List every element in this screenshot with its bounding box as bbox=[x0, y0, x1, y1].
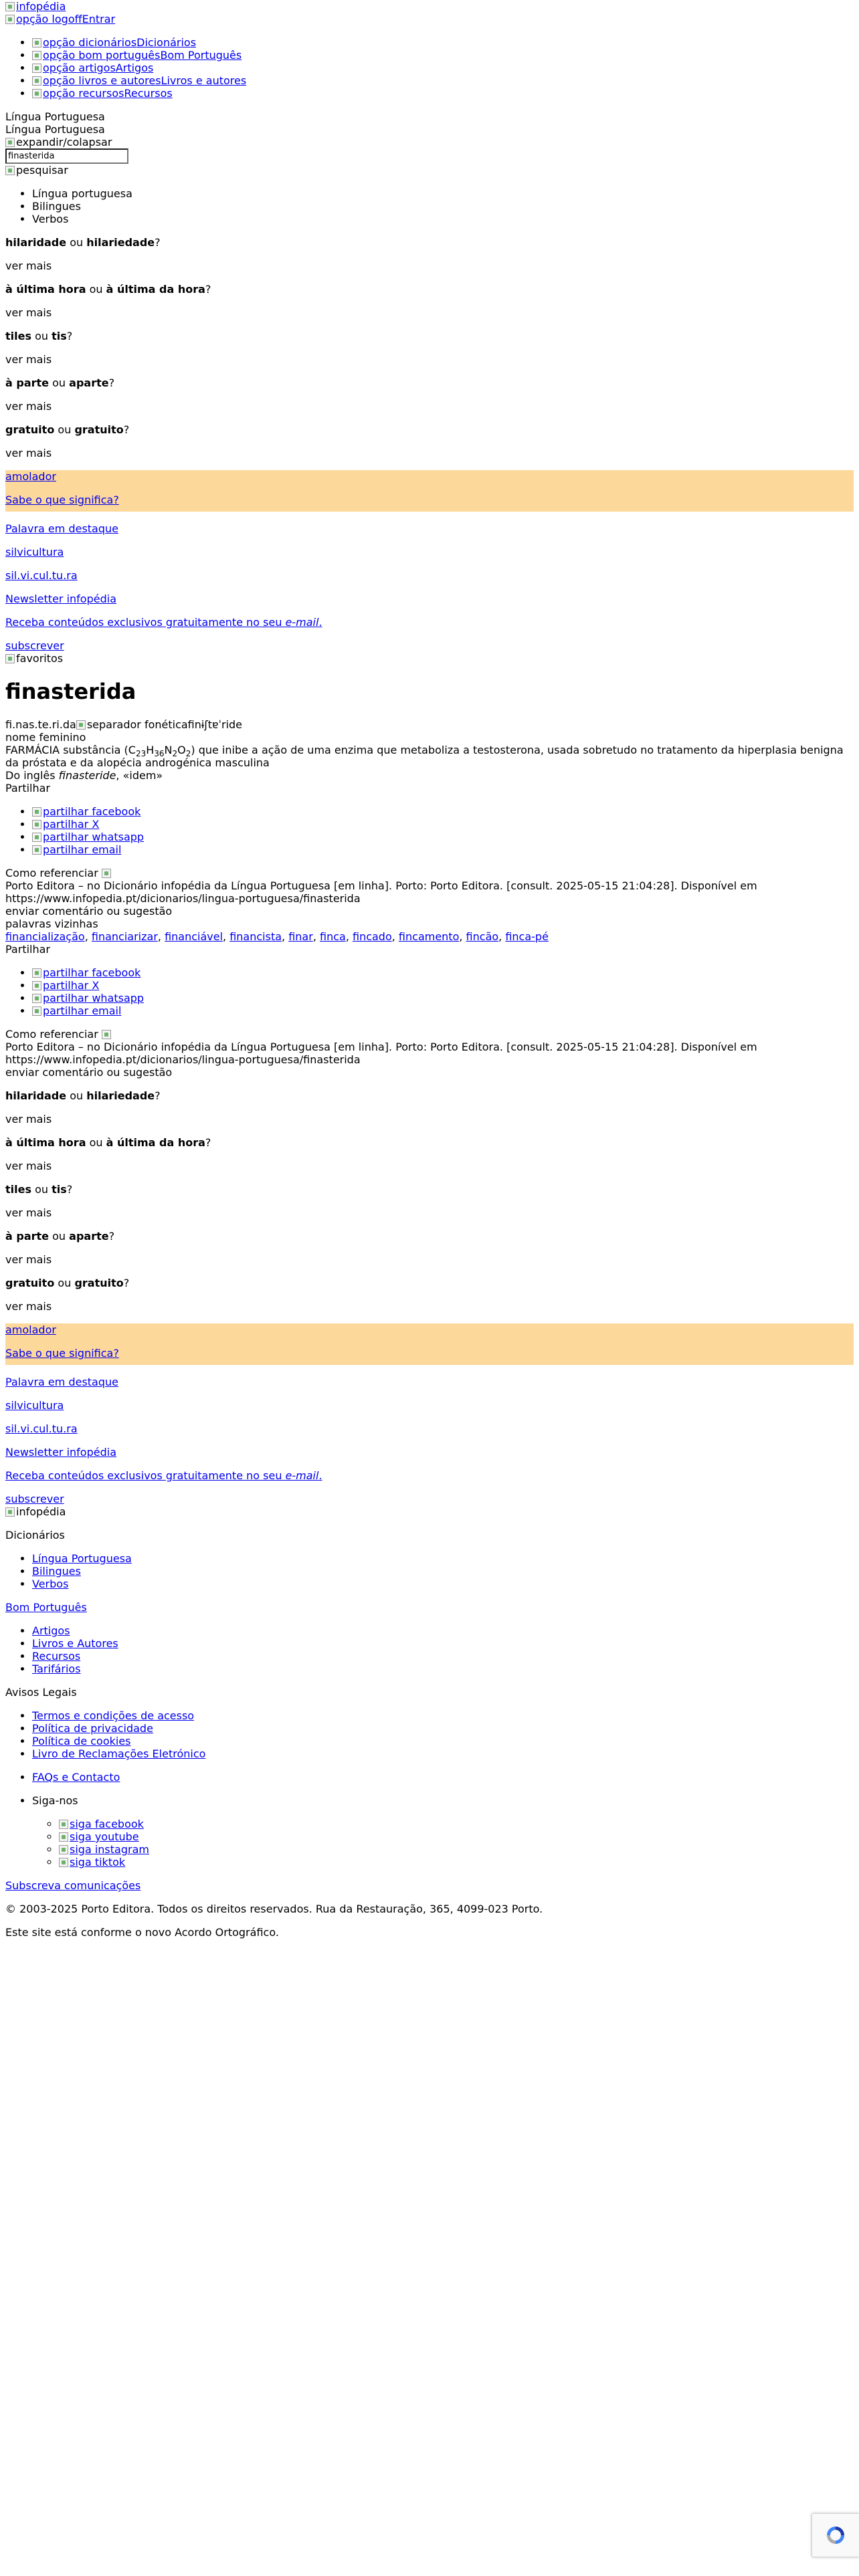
quiz-option-b: aparte bbox=[69, 377, 109, 389]
nav-item-artigos bbox=[32, 62, 854, 74]
neighbor-word[interactable]: finar bbox=[288, 930, 313, 943]
quiz-option-b: hilariedade bbox=[86, 1089, 155, 1102]
tiktok-icon bbox=[59, 1858, 68, 1867]
footer-item bbox=[32, 1552, 854, 1565]
grammar-category: nome feminino bbox=[5, 731, 86, 744]
syllables: fi.nas.te.ri.da bbox=[5, 718, 76, 731]
neighbor-word[interactable]: fincado bbox=[352, 930, 392, 943]
broken-image-icon bbox=[5, 2, 15, 11]
def-text: H bbox=[146, 744, 155, 756]
instagram-icon bbox=[59, 1845, 68, 1854]
nav-icon-alt: opção bom português bbox=[43, 49, 161, 62]
footer-logo-alt: infopédia bbox=[16, 1505, 66, 1518]
newsletter-label-link[interactable]: Newsletter infopédia bbox=[5, 1446, 116, 1459]
subscribe-button[interactable]: subscrever bbox=[5, 639, 64, 652]
quiz-option-a: à última hora bbox=[5, 283, 86, 296]
footer-follow bbox=[5, 1794, 854, 1868]
neighbor-word[interactable]: finca bbox=[319, 930, 346, 943]
footer-item bbox=[32, 1624, 854, 1637]
subscript: 2 bbox=[185, 749, 191, 759]
orthography-note: Este site está conforme o novo Acordo Ortográfico. bbox=[5, 1926, 279, 1939]
footer-link[interactable]: Verbos bbox=[32, 1578, 69, 1590]
share-item bbox=[32, 1004, 854, 1017]
quiz-mark: ? bbox=[66, 330, 73, 342]
quiz-or: ou bbox=[70, 1089, 84, 1102]
reference-toggle[interactable] bbox=[5, 1028, 854, 1041]
quiz-question bbox=[5, 1089, 854, 1102]
expand-toggle-alt: expandir/colapsar bbox=[16, 136, 112, 148]
share-alt: partilhar X bbox=[43, 818, 100, 831]
nav-icon-alt: opção dicionários bbox=[43, 36, 137, 49]
social-facebook-link[interactable] bbox=[59, 1818, 144, 1830]
share-alt: partilhar email bbox=[43, 843, 122, 856]
quiz-question bbox=[5, 1277, 854, 1289]
footer-logo bbox=[5, 1505, 854, 1518]
share-whatsapp-link[interactable] bbox=[32, 992, 144, 1004]
footer-item bbox=[32, 1794, 854, 1868]
quiz-mark: ? bbox=[155, 1089, 161, 1102]
quiz-or: ou bbox=[70, 236, 84, 249]
featured-syllables-link[interactable]: sil.vi.cul.tu.ra bbox=[5, 569, 78, 582]
newsletter-text: Receba conteúdos exclusivos gratuitamente no seu bbox=[5, 616, 286, 629]
x-icon bbox=[32, 981, 41, 990]
promo-word-link[interactable]: amolador bbox=[5, 1323, 56, 1336]
share-item bbox=[32, 966, 854, 979]
expand-toggle[interactable] bbox=[5, 136, 854, 148]
neighbors-list: financialização, financiarizar, financiável, financista, finar, finca, fincado, fincamento, fincão, finca-pé bbox=[5, 930, 549, 943]
quiz-list bbox=[5, 236, 854, 459]
favorites-button[interactable] bbox=[5, 652, 854, 665]
share-list bbox=[5, 805, 854, 856]
quiz-option-b: gratuito bbox=[74, 423, 124, 436]
share-x-link[interactable] bbox=[32, 979, 99, 992]
footer-link[interactable]: Política de privacidade bbox=[32, 1722, 153, 1735]
copyright: © 2003-2025 Porto Editora. Todos os direitos reservados. Rua da Restauração, 365, 4099-023 Porto. bbox=[5, 1903, 543, 1915]
footer-item bbox=[32, 1735, 854, 1747]
share-label: Partilhar bbox=[5, 782, 50, 794]
footer-link[interactable]: Artigos bbox=[32, 1624, 70, 1637]
broken-image-icon bbox=[32, 38, 41, 47]
etymology-text: Do inglês bbox=[5, 769, 59, 782]
share-alt: partilhar facebook bbox=[43, 805, 141, 818]
recaptcha-badge[interactable] bbox=[812, 2513, 859, 2557]
recaptcha-icon bbox=[824, 2524, 847, 2547]
quiz-more[interactable]: ver mais bbox=[5, 353, 52, 366]
def-text: substância (C bbox=[63, 744, 136, 756]
quiz-question bbox=[5, 377, 854, 389]
nav-link-artigos[interactable] bbox=[32, 62, 153, 74]
quiz-mark: ? bbox=[66, 1183, 73, 1196]
search-button[interactable] bbox=[5, 164, 854, 177]
x-icon bbox=[32, 820, 41, 829]
follow-label: Siga-nos bbox=[32, 1794, 78, 1807]
featured-label-link[interactable]: Palavra em destaque bbox=[5, 522, 118, 535]
social-item bbox=[59, 1830, 854, 1843]
quiz-mark: ? bbox=[108, 1230, 115, 1243]
footer-link[interactable]: Termos e condições de acesso bbox=[32, 1709, 195, 1722]
nav-item-livros bbox=[32, 74, 854, 87]
etymology-em: finasteride bbox=[58, 769, 116, 782]
neighbor-word[interactable]: financialização bbox=[5, 930, 85, 943]
nav-label: Bom Português bbox=[160, 49, 242, 62]
share-item bbox=[32, 979, 854, 992]
promo-word-link[interactable]: amolador bbox=[5, 470, 56, 483]
share-alt: partilhar facebook bbox=[43, 966, 141, 979]
quiz-option-a: hilaridade bbox=[5, 236, 67, 249]
footer-legal bbox=[5, 1709, 854, 1760]
nav-link-livros[interactable] bbox=[32, 74, 246, 87]
quiz-more[interactable]: ver mais bbox=[5, 400, 52, 413]
quiz-more[interactable]: ver mais bbox=[5, 1206, 52, 1219]
share-facebook-link[interactable] bbox=[32, 805, 140, 818]
subscript: 23 bbox=[135, 749, 147, 759]
main-nav bbox=[5, 36, 854, 100]
footer-dictionaries-label: Dicionários bbox=[5, 1529, 65, 1541]
share-alt: partilhar X bbox=[43, 979, 100, 992]
footer-faq-link[interactable]: FAQs e Contacto bbox=[32, 1771, 120, 1784]
quiz-option-a: à última hora bbox=[5, 1136, 86, 1149]
facebook-icon bbox=[32, 807, 41, 817]
featured-syllables-link[interactable]: sil.vi.cul.tu.ra bbox=[5, 1422, 78, 1435]
logo-link[interactable] bbox=[5, 0, 66, 13]
footer-item bbox=[32, 1662, 854, 1675]
social-alt: siga facebook bbox=[70, 1818, 144, 1830]
neighbor-word[interactable]: financiarizar bbox=[91, 930, 158, 943]
newsletter-text-em: e-mail bbox=[285, 616, 319, 629]
footer-link[interactable]: Bilingues bbox=[32, 1565, 81, 1578]
whatsapp-icon bbox=[32, 833, 41, 842]
footer-item bbox=[32, 1650, 854, 1662]
dictionary-option[interactable]: • Bilingues bbox=[32, 200, 854, 213]
separator-alt: separador fonética bbox=[86, 718, 188, 731]
quiz-question bbox=[5, 330, 854, 342]
nav-icon-alt: opção artigos bbox=[43, 62, 116, 74]
expand-collapse-icon bbox=[5, 138, 15, 147]
def-text: ) que inibe a ação de uma enzima que metaboliza a testosterona, usada sobretudo no tratamento da hiperplasia benigna da próstata e da alopécia androgénica masculina bbox=[5, 744, 844, 769]
phonetic: finɨʃtɐˈride bbox=[187, 718, 243, 731]
footer-bom-portugues-link[interactable]: Bom Português bbox=[5, 1601, 87, 1614]
social-alt: siga instagram bbox=[70, 1843, 149, 1856]
quiz-question bbox=[5, 423, 854, 436]
footer-item bbox=[32, 1771, 854, 1784]
social-alt: siga tiktok bbox=[70, 1856, 126, 1868]
neighbors-label: palavras vizinhas bbox=[5, 918, 98, 930]
dictionary-options bbox=[5, 187, 854, 225]
word-promo bbox=[5, 470, 854, 512]
newsletter-text: Receba conteúdos exclusivos gratuitamente no seu bbox=[5, 1469, 286, 1482]
broken-image-icon bbox=[5, 1507, 15, 1517]
quiz-option-a: gratuito bbox=[5, 423, 55, 436]
quiz-option-b: à última da hora bbox=[106, 283, 205, 296]
quiz-option-a: à parte bbox=[5, 1230, 50, 1243]
quiz-question bbox=[5, 236, 854, 249]
quiz-question bbox=[5, 1183, 854, 1196]
nav-item-dicionarios bbox=[32, 36, 854, 49]
footer-link[interactable]: Tarifários bbox=[32, 1662, 81, 1675]
quiz-or: ou bbox=[58, 1277, 72, 1289]
header bbox=[5, 0, 854, 25]
share-item bbox=[32, 831, 854, 843]
search-icon bbox=[5, 166, 15, 175]
subscribe-button[interactable]: subscrever bbox=[5, 1493, 64, 1505]
footer-link[interactable]: Livros e Autores bbox=[32, 1637, 118, 1650]
neighbor-word[interactable]: financista bbox=[229, 930, 282, 943]
nav-label: Artigos bbox=[115, 62, 154, 74]
share-item bbox=[32, 818, 854, 831]
def-text: O bbox=[177, 744, 186, 756]
footer-link[interactable]: Língua Portuguesa bbox=[32, 1552, 132, 1565]
share-item bbox=[32, 992, 854, 1004]
footer-legal-label: Avisos Legais bbox=[5, 1686, 77, 1699]
quiz-or: ou bbox=[35, 330, 49, 342]
quiz-mark: ? bbox=[123, 423, 130, 436]
email-icon bbox=[32, 1006, 41, 1016]
quiz-more[interactable]: ver mais bbox=[5, 306, 52, 319]
subscript: 36 bbox=[154, 749, 165, 759]
reference-text: Porto Editora – no Dicionário infopédia da Língua Portuguesa [em linha]. Porto: Porto Editora. [consult. 2025-05-15 21:04:28]. Disponível em https://www.infopedia.pt/dicionarios/lingua-portuguesa/finasterida bbox=[5, 879, 757, 905]
login-link[interactable] bbox=[5, 13, 115, 25]
social-list bbox=[32, 1818, 854, 1868]
domain-label: FARMÁCIA bbox=[5, 744, 60, 756]
nav-item-recursos bbox=[32, 87, 854, 100]
newsletter-label-link[interactable]: Newsletter infopédia bbox=[5, 593, 116, 605]
social-item bbox=[59, 1818, 854, 1830]
social-tiktok-link[interactable] bbox=[59, 1856, 125, 1868]
share-alt: partilhar whatsapp bbox=[43, 992, 145, 1004]
quiz-option-b: gratuito bbox=[74, 1277, 124, 1289]
quiz-list bbox=[5, 1089, 854, 1313]
featured-word-link[interactable]: silvicultura bbox=[5, 546, 64, 558]
quiz-or: ou bbox=[89, 283, 103, 296]
footer-item bbox=[32, 1747, 854, 1760]
share-email-link[interactable] bbox=[32, 843, 121, 856]
nav-item-bom-portugues bbox=[32, 49, 854, 62]
logo-alt: infopédia bbox=[16, 0, 66, 13]
favorites-alt: favoritos bbox=[16, 652, 64, 665]
search-input[interactable] bbox=[5, 148, 128, 164]
quiz-more[interactable]: ver mais bbox=[5, 259, 52, 272]
neighbor-word[interactable]: fincão bbox=[466, 930, 499, 943]
nav-icon-alt: opção recursos bbox=[43, 87, 124, 100]
reference-icon bbox=[102, 1030, 111, 1039]
quiz-option-b: hilariedade bbox=[86, 236, 155, 249]
featured-word-link[interactable]: silvicultura bbox=[5, 1399, 64, 1412]
quiz-more[interactable]: ver mais bbox=[5, 1300, 52, 1313]
reference-icon bbox=[102, 869, 111, 878]
newsletter-text-end: . bbox=[318, 616, 322, 629]
quiz-mark: ? bbox=[205, 1136, 211, 1149]
nav-icon-alt: opção livros e autores bbox=[43, 74, 161, 87]
social-item bbox=[59, 1856, 854, 1868]
nav-link-bom-portugues[interactable] bbox=[32, 49, 242, 62]
footer bbox=[5, 1505, 854, 1939]
footer-links bbox=[5, 1624, 854, 1675]
quiz-option-b: tis bbox=[52, 330, 67, 342]
nav-label: Recursos bbox=[124, 87, 173, 100]
separator-icon bbox=[76, 720, 86, 730]
broken-image-icon bbox=[5, 15, 15, 24]
reference-toggle[interactable] bbox=[5, 867, 854, 879]
feedback-link[interactable]: enviar comentário ou sugestão bbox=[5, 1066, 173, 1079]
neighbor-word[interactable]: financiável bbox=[165, 930, 223, 943]
quiz-question bbox=[5, 1136, 854, 1149]
def-text: N bbox=[164, 744, 173, 756]
share-email-link[interactable] bbox=[32, 1004, 121, 1017]
share-facebook-link[interactable] bbox=[32, 966, 140, 979]
quiz-or: ou bbox=[89, 1136, 103, 1149]
whatsapp-icon bbox=[32, 994, 41, 1003]
quiz-option-a: à parte bbox=[5, 377, 50, 389]
quiz-or: ou bbox=[58, 423, 72, 436]
subscript: 2 bbox=[172, 749, 178, 759]
definition bbox=[5, 744, 854, 769]
dictionary-selector-label: Língua Portuguesa bbox=[5, 123, 105, 136]
broken-image-icon bbox=[32, 76, 41, 86]
broken-image-icon bbox=[32, 51, 41, 60]
dictionary-selector[interactable]: Língua Portuguesa bbox=[5, 110, 105, 123]
nav-label: Dicionários bbox=[136, 36, 197, 49]
footer-link[interactable]: Recursos bbox=[32, 1650, 81, 1662]
footer-item bbox=[32, 1565, 854, 1578]
quiz-more[interactable]: ver mais bbox=[5, 1253, 52, 1266]
facebook-icon bbox=[32, 968, 41, 978]
etymology bbox=[5, 769, 854, 782]
reference-label: Como referenciar bbox=[5, 1028, 98, 1041]
share-whatsapp-link[interactable] bbox=[32, 831, 144, 843]
feedback-link[interactable]: enviar comentário ou sugestão bbox=[5, 905, 173, 918]
share-x-link[interactable] bbox=[32, 818, 99, 831]
neighbor-word[interactable]: finca-pé bbox=[505, 930, 549, 943]
footer-item bbox=[32, 1637, 854, 1650]
quiz-or: ou bbox=[35, 1183, 49, 1196]
quiz-mark: ? bbox=[108, 377, 115, 389]
broken-image-icon bbox=[32, 64, 41, 73]
share-label: Partilhar bbox=[5, 943, 50, 956]
youtube-icon bbox=[59, 1832, 68, 1842]
etymology-text: , «idem» bbox=[116, 769, 163, 782]
footer-faq bbox=[5, 1771, 854, 1784]
footer-link[interactable]: Política de cookies bbox=[32, 1735, 131, 1747]
quiz-option-b: aparte bbox=[69, 1230, 109, 1243]
quiz-option-a: tiles bbox=[5, 330, 31, 342]
footer-item bbox=[32, 1578, 854, 1590]
promo-question-link[interactable]: Sabe o que significa? bbox=[5, 494, 119, 506]
quiz-mark: ? bbox=[205, 283, 211, 296]
nav-link-recursos[interactable] bbox=[32, 87, 173, 100]
share-alt: partilhar email bbox=[43, 1004, 122, 1017]
footer-subscribe-link[interactable]: Subscreva comunicações bbox=[5, 1879, 141, 1892]
nav-link-dicionarios[interactable] bbox=[32, 36, 196, 49]
login-label: Entrar bbox=[82, 13, 116, 25]
newsletter-text-em: e-mail bbox=[285, 1469, 319, 1482]
footer-dictionaries bbox=[5, 1552, 854, 1590]
newsletter-text-end: . bbox=[318, 1469, 322, 1482]
pronunciation bbox=[5, 718, 854, 731]
reference-label: Como referenciar bbox=[5, 867, 98, 879]
nav-label: Livros e autores bbox=[161, 74, 247, 87]
search-button-alt: pesquisar bbox=[16, 164, 68, 177]
quiz-question bbox=[5, 283, 854, 296]
promo-question-link[interactable]: Sabe o que significa? bbox=[5, 1347, 119, 1360]
quiz-more[interactable]: ver mais bbox=[5, 1160, 52, 1172]
quiz-question bbox=[5, 1230, 854, 1243]
quiz-option-a: gratuito bbox=[5, 1277, 55, 1289]
favorites-icon bbox=[5, 654, 15, 663]
newsletter-text-link[interactable] bbox=[5, 1469, 322, 1482]
quiz-option-a: hilaridade bbox=[5, 1089, 67, 1102]
featured-label-link[interactable]: Palavra em destaque bbox=[5, 1376, 118, 1388]
social-alt: siga youtube bbox=[70, 1830, 139, 1843]
quiz-or: ou bbox=[52, 1230, 66, 1243]
broken-image-icon bbox=[32, 89, 41, 98]
quiz-or: ou bbox=[52, 377, 66, 389]
quiz-mark: ? bbox=[123, 1277, 130, 1289]
logoff-alt: opção logoff bbox=[16, 13, 82, 25]
footer-item bbox=[32, 1722, 854, 1735]
share-list bbox=[5, 966, 854, 1017]
social-youtube-link[interactable] bbox=[59, 1830, 139, 1843]
dictionary-option[interactable]: • Verbos bbox=[32, 213, 854, 225]
quiz-option-b: tis bbox=[52, 1183, 67, 1196]
quiz-mark: ? bbox=[155, 236, 161, 249]
social-item bbox=[59, 1843, 854, 1856]
footer-item bbox=[32, 1709, 854, 1722]
share-item bbox=[32, 805, 854, 818]
social-instagram-link[interactable] bbox=[59, 1843, 149, 1856]
quiz-option-b: à última da hora bbox=[106, 1136, 205, 1149]
neighbor-word[interactable]: fincamento bbox=[398, 930, 460, 943]
quiz-more[interactable]: ver mais bbox=[5, 447, 52, 459]
facebook-icon bbox=[59, 1820, 68, 1829]
headword: finasterida bbox=[5, 679, 136, 704]
share-item bbox=[32, 843, 854, 856]
quiz-more[interactable]: ver mais bbox=[5, 1113, 52, 1125]
word-promo bbox=[5, 1323, 854, 1365]
quiz-option-a: tiles bbox=[5, 1183, 31, 1196]
share-alt: partilhar whatsapp bbox=[43, 831, 145, 843]
reference-text: Porto Editora – no Dicionário infopédia da Língua Portuguesa [em linha]. Porto: Porto Editora. [consult. 2025-05-15 21:04:28]. Disponível em https://www.infopedia.pt/dicionarios/lingua-portuguesa/finasterida bbox=[5, 1041, 757, 1066]
footer-link[interactable]: Livro de Reclamações Eletrónico bbox=[32, 1747, 206, 1760]
dictionary-option[interactable]: • Língua portuguesa bbox=[32, 187, 854, 200]
newsletter-text-link[interactable] bbox=[5, 616, 322, 629]
email-icon bbox=[32, 845, 41, 855]
